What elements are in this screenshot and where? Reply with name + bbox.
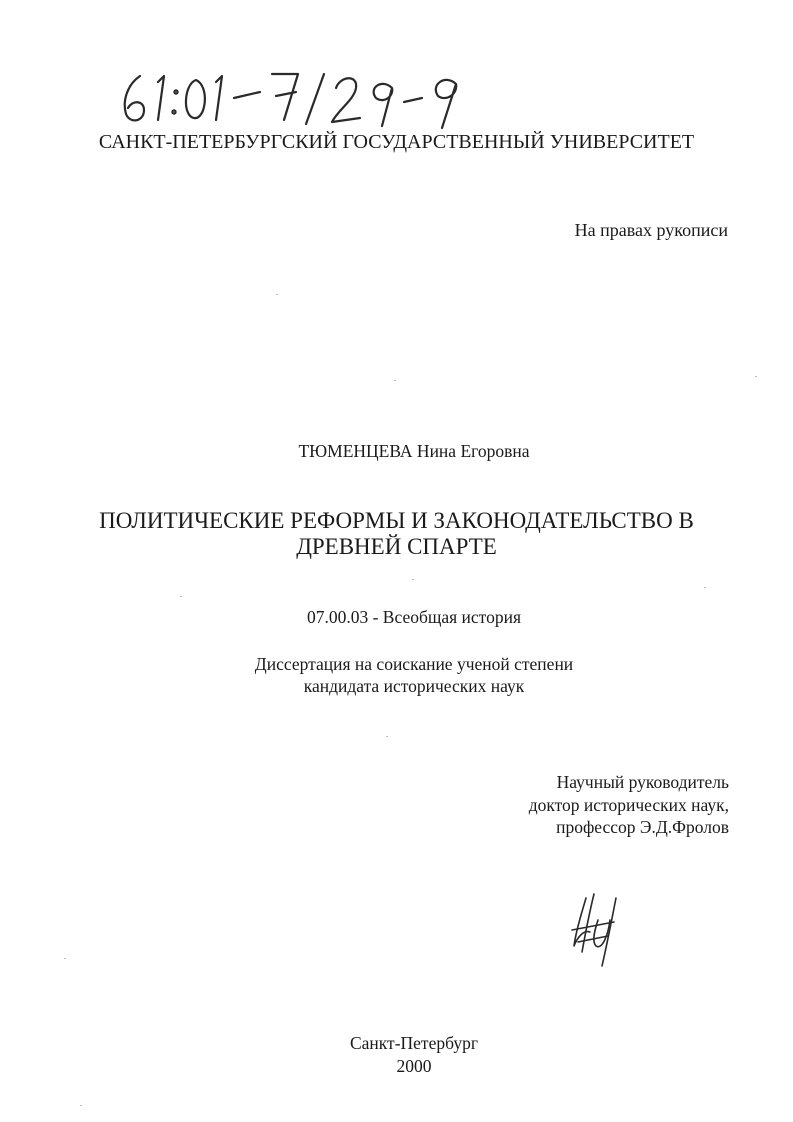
supervisor-degree: доктор исторических наук, [528,795,729,815]
supervisor-role: Научный руководитель [556,772,729,792]
specialty: 07.00.03 - Всеобщая история [306,607,522,627]
author-name: ТЮМЕНЦЕВА Нина Егоровна [298,441,530,461]
city: Санкт-Петербург [349,1033,479,1053]
degree-line2: кандидата исторических наук [303,676,525,696]
rights-note: На правах рукописи [574,220,728,240]
handwritten-catalog-number [110,62,510,132]
signature-icon [568,890,628,970]
university-name: САНКТ-ПЕТЕРБУРГСКИЙ ГОСУДАРСТВЕННЫЙ УНИВЕРСИТЕТ [98,131,695,153]
dissertation-title-line1: ПОЛИТИЧЕСКИЕ РЕФОРМЫ И ЗАКОНОДАТЕЛЬСТВО В [99,508,694,533]
year: 2000 [396,1056,432,1076]
dissertation-title-line2: ДРЕВНЕЙ СПАРТЕ [296,534,497,559]
degree-line1: Диссертация на соискание ученой степени [254,654,574,674]
supervisor-name: профессор Э.Д.Фролов [556,817,729,837]
